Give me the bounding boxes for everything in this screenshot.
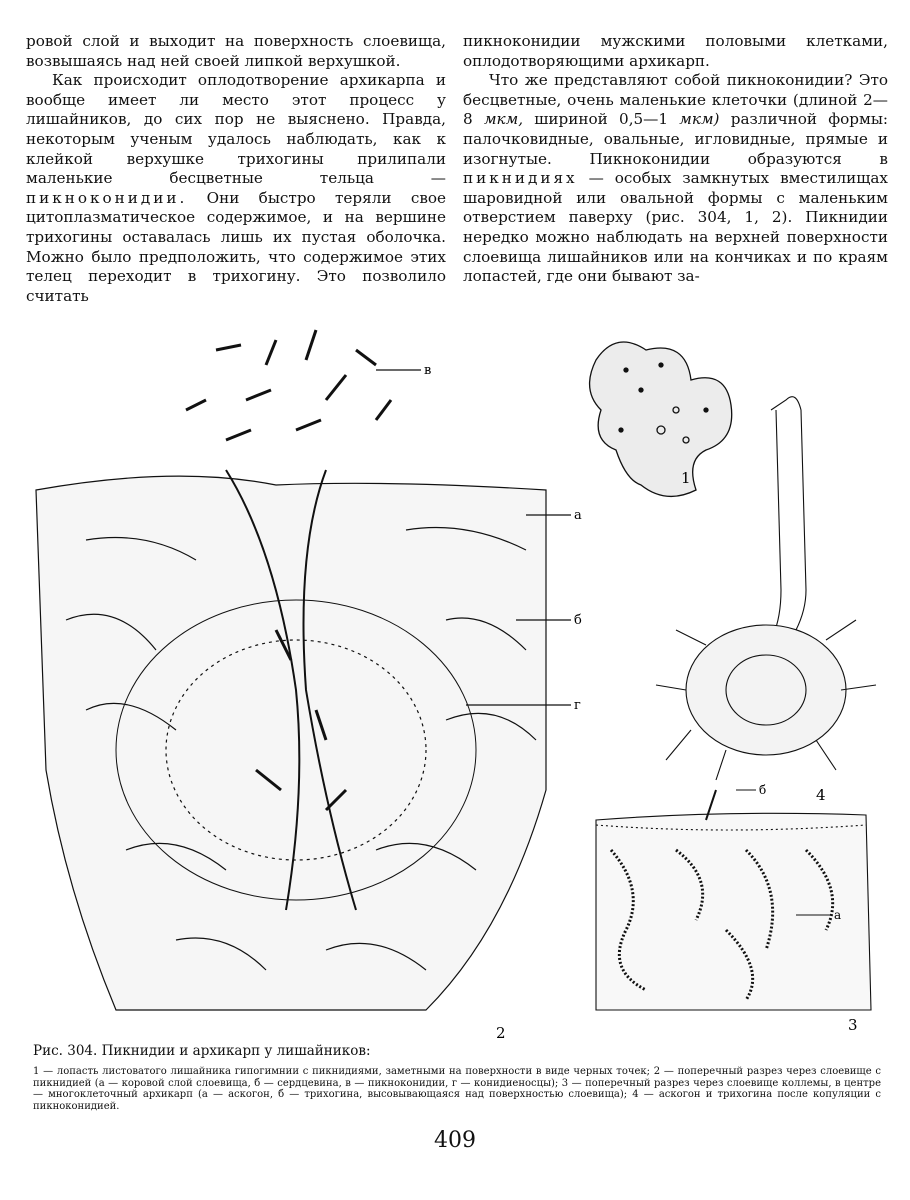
lichen-lobe-drawing	[590, 342, 732, 496]
figure-caption-title: Рис. 304. Пикнидии и архикарп у лишайников:	[33, 1043, 371, 1059]
label-b: б	[574, 613, 582, 628]
paragraph: ровой слой и выходит на поверхность слоевища, возвышаясь над ней своей липкой верхушкой.	[26, 32, 446, 70]
label-1: 1	[681, 469, 691, 487]
label-3-a: а	[834, 908, 842, 922]
paragraph-text: Они быстро теряли свое цитоплазматическое содержимое, и на вершине трихогины оставалась лишь их пустая оболочка. Можно было предположить, что содержимое этих телец переходит в трихогину. Это позволило считать	[26, 188, 447, 305]
paragraph	[26, 71, 446, 306]
page-number: 409	[434, 1128, 476, 1153]
collema-section-drawing	[596, 790, 871, 1010]
label-3: 3	[848, 1016, 858, 1034]
label-v: в	[424, 363, 432, 378]
figure-caption-body: 1 — лопасть листоватого лишайника гипогимнии с пикнидиями, заметными на поверхности в виде черных точек; 2 — поперечный разрез через слоевище с пикнидией (а — коровой слой слоевища, б — сердцевина, в — пикноконидии, г — конидиеносцы); 3 — поперечный разрез через слоевище коллемы, в центре — многоклеточный архикарп (а — аскогон, б — трихогина, высовывающаяся над поверхностью слоевища); 4 — аскогон и трихогина после копуляции с пикноконидией.	[33, 1066, 881, 1112]
label-g: г	[574, 698, 581, 713]
paragraph-text: шириной 0,5—1	[534, 110, 669, 129]
term-pycnoconidia: пикноконидии.	[26, 188, 188, 207]
paragraph-text: различной формы: палочковидные, овальные, игловидные, прямые и изогнутые. Пикноконидии образуются в	[463, 110, 889, 168]
paragraph	[463, 71, 888, 287]
figure-illustration	[26, 290, 886, 1040]
paragraph-text: Как происходит оплодотворение архикарпа и вообще имеет ли место этот процесс у лишайников, до сих пор не выяснено. Правда, некоторым ученым удалось наблюдать, как к клейкой верхушке трихогины прилипали маленькие бесцветные тельца —	[26, 71, 446, 188]
unit: мкм)	[679, 110, 720, 129]
pycnidium-section-drawing	[36, 330, 571, 1010]
unit: мкм,	[483, 110, 524, 129]
paragraph: пикноконидии мужскими половыми клетками, оплодотворяющими архикарп.	[463, 32, 888, 70]
label-2: 2	[496, 1024, 506, 1040]
paragraph-text: — особых замкнутых вместилищах шаровидной или овальной формы с маленьким отверстием паверху (рис. 304, 1, 2). Пикнидии нередко можно наблюдать на верхней поверхности слоевища лишайников или на кончиках и по краям лопастей, где они бывают за-	[463, 169, 888, 286]
label-4: 4	[816, 786, 826, 804]
term-pycnidia: пикнидиях	[463, 169, 578, 188]
figure-304	[26, 290, 886, 1040]
right-text-column	[463, 32, 888, 287]
label-3-b: б	[759, 783, 767, 797]
paragraph-text: Что же представляют собой пикноконидии? Это бесцветные, очень маленькие клеточки (длиной 2—8	[463, 71, 888, 129]
left-text-column	[26, 32, 446, 306]
label-a: а	[574, 508, 582, 523]
